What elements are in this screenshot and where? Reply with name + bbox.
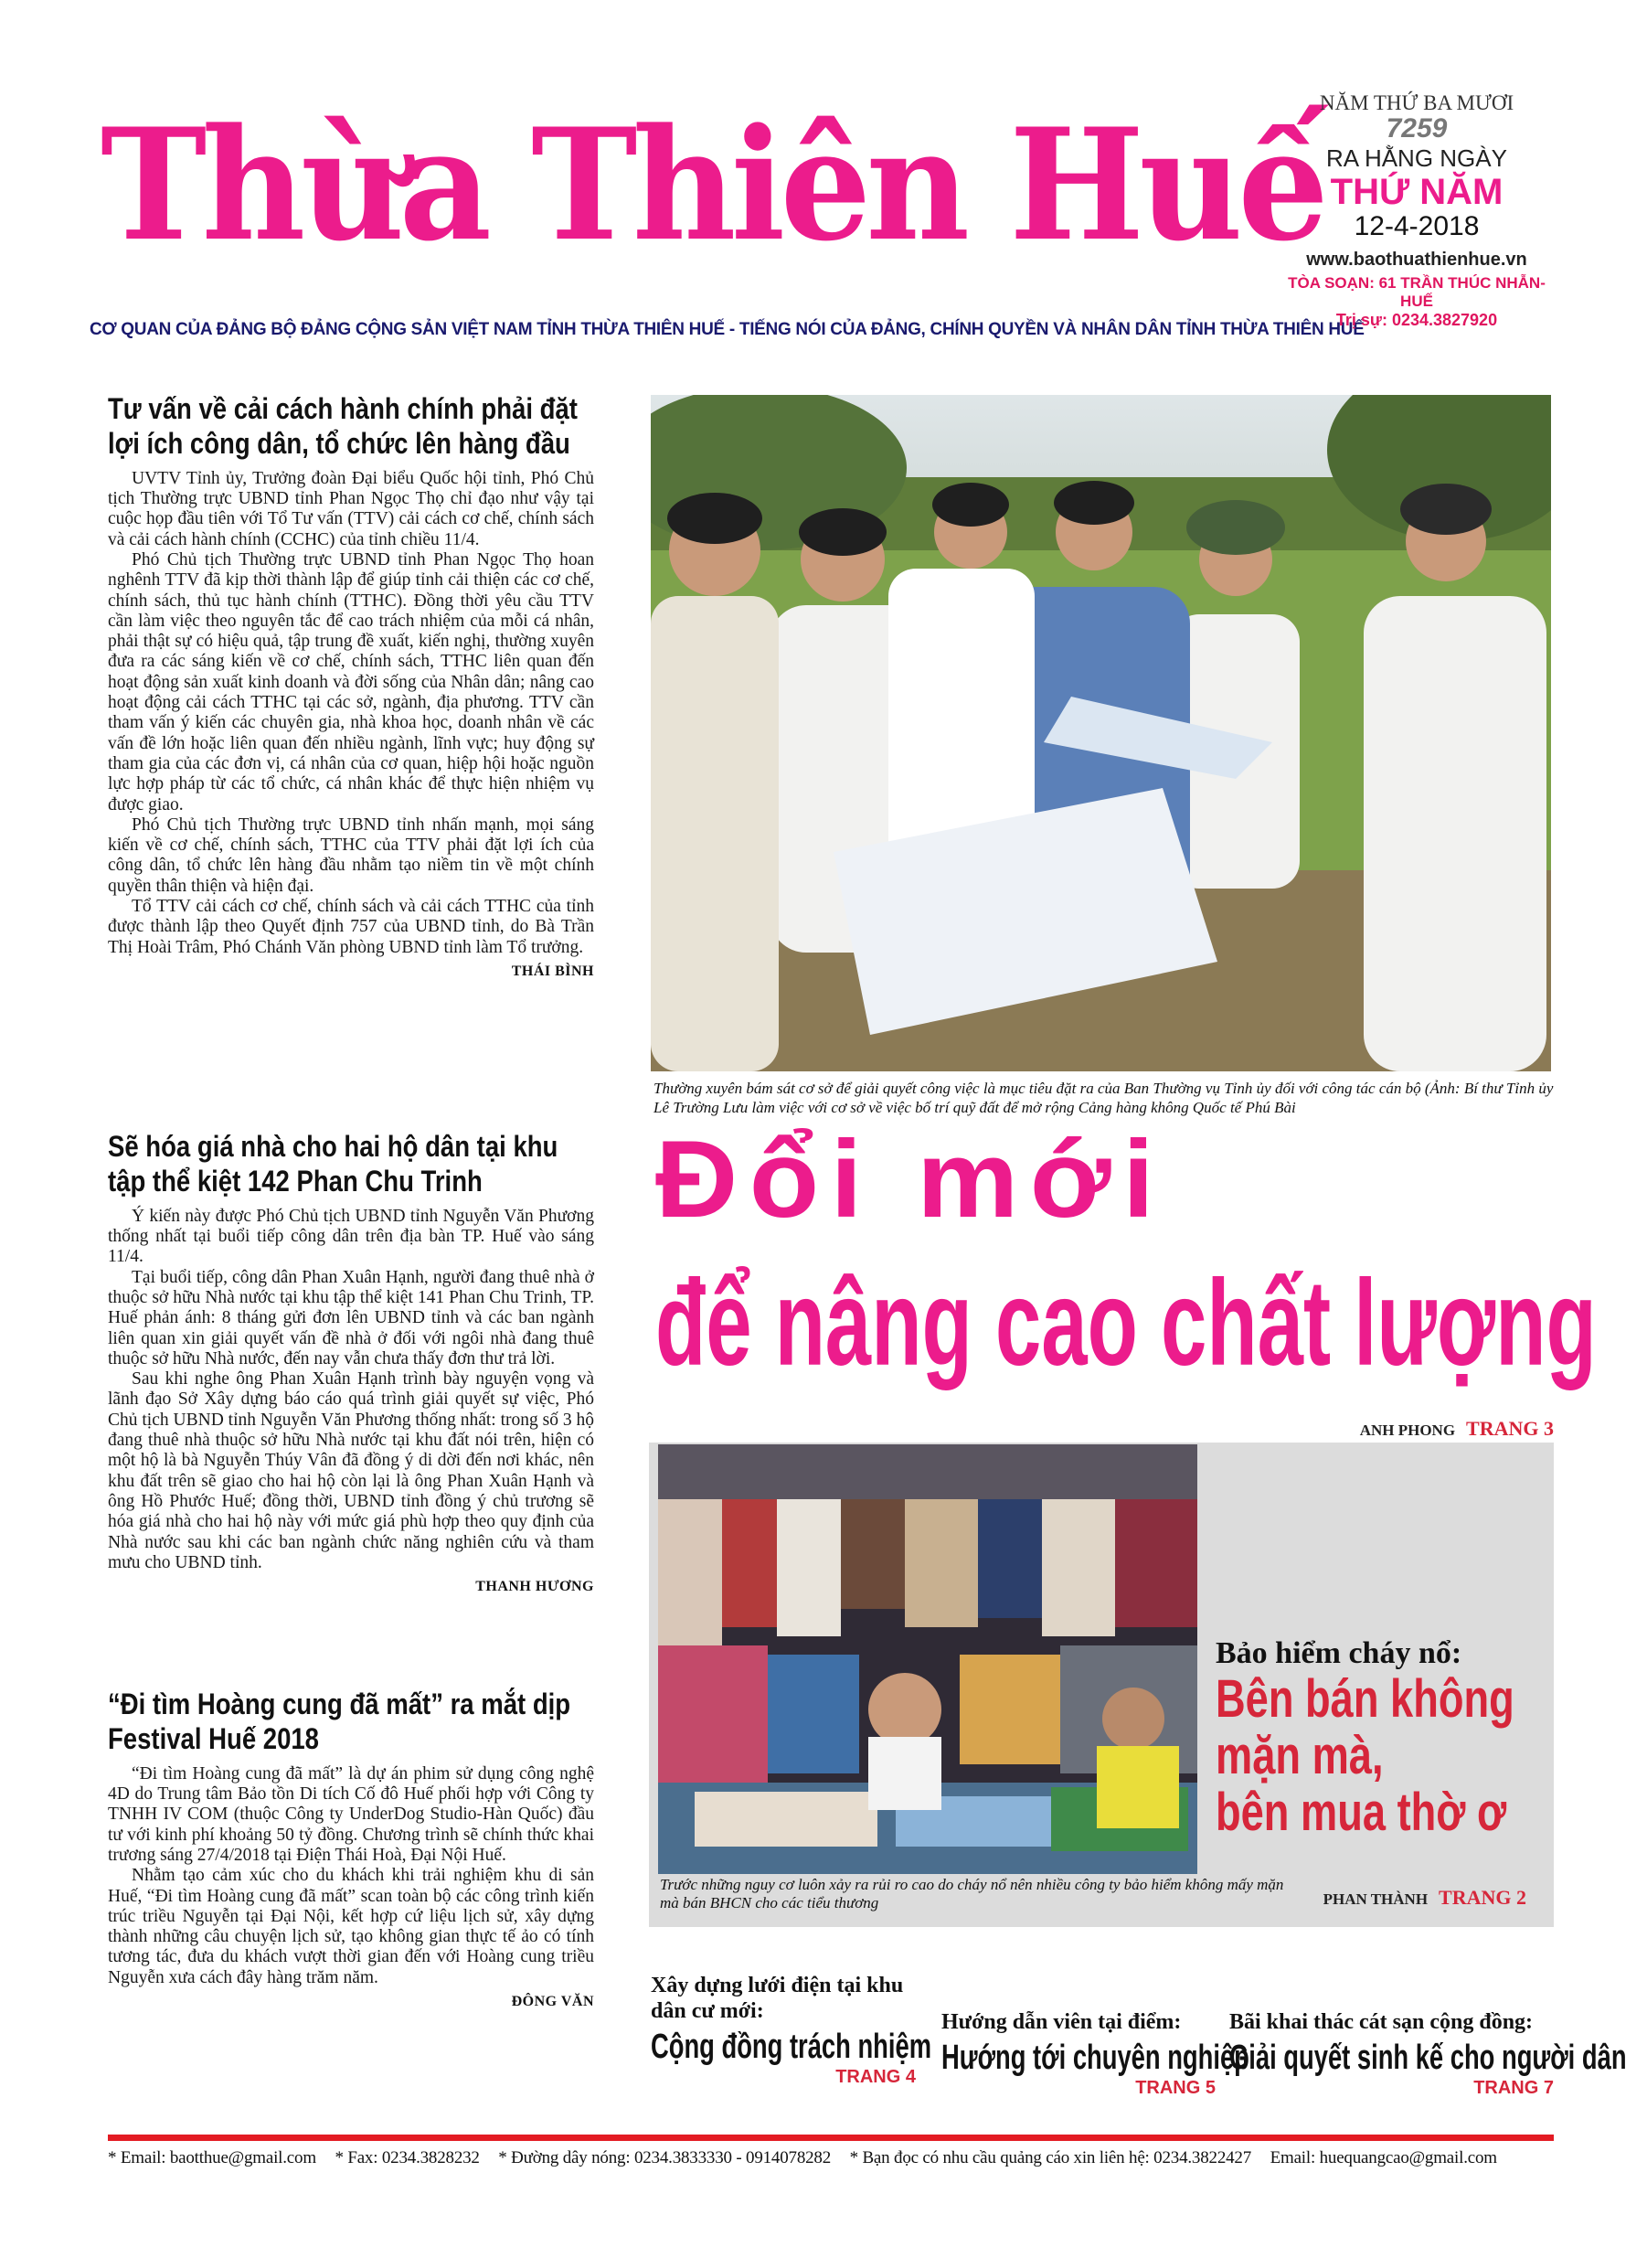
market-photo-caption: Trước những nguy cơ luôn xảy ra rủi ro cao do cháy nổ nên nhiều công ty bảo hiểm không mấy mặn mà bán BHCN cho các tiểu thương: [660, 1876, 1284, 1911]
tagline: CƠ QUAN CỦA ĐẢNG BỘ ĐẢNG CỘNG SẢN VIỆT NAM TỈNH THỪA THIÊN HUẾ - TIẾNG NÓI CỦA ĐẢNG, CHÍNH QUYỀN VÀ NHÂN DÂN TỈNH THỪA THIÊN HUẾ: [90, 320, 1365, 339]
article-title: “Đi tìm Hoàng cung đã mất” ra mắt dịp Festival Huế 2018: [108, 1688, 571, 1756]
teaser-kicker: Xây dựng lưới điện tại khu dân cư mới:: [651, 1974, 904, 2023]
website-link[interactable]: www.baothuathienhue.vn: [1306, 250, 1527, 270]
paragraph: Ý kiến này được Phó Chủ tịch UBND tỉnh Nguyễn Văn Phương thống nhất tại buổi tiếp công dân trên địa bàn TP. Huế vào sáng 11/4.: [108, 1206, 594, 1267]
teaser-page-link[interactable]: TRANG 7: [1473, 2078, 1554, 2098]
article-body: [108, 469, 594, 958]
teaser-page-link[interactable]: TRANG 5: [1135, 2078, 1216, 2098]
teaser-power-grid[interactable]: [651, 1973, 932, 2088]
insurance-page-link[interactable]: TRANG 2: [1439, 1886, 1526, 1909]
paragraph: Phó Chủ tịch Thường trực UBND tỉnh nhấn mạnh, mọi sáng kiến về cơ chế, chính sách, TTHC của TTV phải đặt lợi ích của công dân, tổ chức lên hàng đầu nhằm tạo niềm tin về một chính quyền thân thiện và hiện đại.: [108, 815, 594, 896]
paragraph: “Đi tìm Hoàng cung đã mất” là dự án phim sử dụng công nghệ 4D do Trung tâm Bảo tồn Di tích Cố đô Huế phối hợp với Công ty TNHH IV COM (thuộc Công ty UnderDog Studio-Hàn Quốc) đầu tư với kinh phí khoảng 50 tỷ đồng. Chương trình sẽ chính thức khai trương sáng 27/4/2018 tại Điện Thái Hoà, Đại Nội Huế.: [108, 1763, 594, 1865]
market-photo: [658, 1444, 1197, 1874]
paragraph: Tổ TTV cải cách cơ chế, chính sách và cải cách TTHC của tỉnh được thành lập theo Quyết định 757 của UBND tỉnh, do Bà Trần Thị Hoài Trâm, Phó Chánh Văn phòng UBND tỉnh làm Tổ trưởng.: [108, 897, 594, 957]
issue-number: 7259: [1386, 113, 1448, 144]
lead-page-link[interactable]: TRANG 3: [1466, 1417, 1554, 1440]
insurance-kicker: Bảo hiểm cháy nổ:: [1216, 1636, 1462, 1670]
lead-byline: [1298, 1417, 1554, 1441]
footer-ads-email[interactable]: Email: huequangcao@gmail.com: [1270, 2148, 1497, 2167]
article-byline: THANH HƯƠNG: [475, 1579, 594, 1595]
article-byline: ĐÔNG VĂN: [511, 1994, 594, 2010]
headline-line-2: để nâng cao chất lượng: [655, 1253, 1597, 1391]
footer-ads: * Bạn đọc có nhu cầu quảng cáo xin liên hệ: 0234.3822427: [849, 2148, 1252, 2167]
paragraph: Phó Chủ tịch Thường trực UBND tỉnh Phan Ngọc Thọ hoan nghênh TTV đã kịp thời thành lập để giúp tỉnh cải thiện các cơ chế, chính sách, thủ tục hành chính (TTHC). Đồng thời yêu cầu TTV cần làm việc theo nguyên tắc để cao trách nhiệm của mỗi cá nhân, phải thật sự có hiệu quả, tập trung đề xuất, kiến nghị, thường xuyên đưa ra các sáng kiến về cơ chế, chính sách, TTHC liên quan đến hoạt động sản xuất kinh doanh và đời sống của Nhân dân; nâng cao hoạt động cải cách TTHC tại các sở, ngành, địa phương. TTV cần tham vấn ý kiến các chuyên gia, nhà khoa học, doanh nhân về các vấn đề lớn hoặc liên quan đến nhiều ngành, lĩnh vực; huy động sự tham gia của các đơn vị, cá nhân của cơ quan, hiệp hội hoặc nguồn lực hợp pháp từ các tổ chức, cá nhân khác để thực hiện nhiệm vụ được giao.: [108, 549, 594, 815]
insurance-author: PHAN THÀNH: [1323, 1890, 1429, 1908]
newspaper-name: Thừa Thiên Huế: [101, 94, 1324, 275]
paragraph: Nhằm tạo cảm xúc cho du khách khi trải nghiệm khu di sản Huế, “Đi tìm Hoàng cung đã mất” scan toàn bộ các công trình kiến trúc triều Nguyễn tại Đại Nội, kết hợp cứ liệu lịch sử, xây dựng thành những câu chuyện lịch sử, tạo không gian thực tế ảo có tính tương tác, đưa du khách vượt thời gian đến với Hoàng cung triều Nguyễn xưa cách đây hàng trăm năm.: [108, 1866, 594, 1987]
insurance-headline-line: mặn mà,: [1216, 1726, 1384, 1785]
lead-headline[interactable]: [651, 1117, 1597, 1391]
insurance-headline-line: bên mua thờ ơ: [1216, 1783, 1507, 1842]
article-festival: [108, 1687, 594, 2010]
article-admin-reform: [108, 391, 594, 980]
insurance-story[interactable]: [1216, 1636, 1554, 1841]
teaser-kicker: Hướng dẫn viên tại điểm:: [941, 2010, 1182, 2034]
insurance-headline: [1216, 1671, 1558, 1841]
teaser-page-link[interactable]: TRANG 4: [835, 2067, 916, 2087]
lead-author: ANH PHONG: [1359, 1421, 1456, 1439]
teaser-sand-mining[interactable]: [1229, 2009, 1627, 2099]
article-body: [108, 1764, 594, 1988]
issue-date: 12-4-2018: [1354, 211, 1480, 241]
weekday: THỨ NĂM: [1330, 172, 1504, 212]
teaser-headline: Cộng đồng trách nhiệm: [651, 2028, 932, 2066]
office-phone: Trị sự: 0234.3827920: [1335, 311, 1498, 329]
paragraph: UVTV Tỉnh ủy, Trưởng đoàn Đại biểu Quốc hội tỉnh, Phó Chủ tịch Thường trực UBND tỉnh Phan Ngọc Thọ chỉ đạo như vậy tại cuộc họp đầu tiên với Tổ Tư vấn (TTV) cải cách cơ chế, chính sách và cải cách hành chính (CCHC) của tỉnh chiều 11/4.: [108, 468, 594, 549]
issue-info: [1275, 91, 1558, 330]
insurance-byline: [1216, 1886, 1526, 1910]
office-address: TÒA SOẠN: 61 TRẦN THÚC NHẪN-HUẾ: [1288, 274, 1546, 310]
paragraph: Sau khi nghe ông Phan Xuân Hạnh trình bày nguyện vọng và lãnh đạo Sở Xây dựng báo cáo quá trình giải quyết sự việc, Phó Chủ tịch UBND tỉnh Nguyễn Văn Phương thống nhất: trong số 3 hộ đang thuê nhà thuộc sở hữu Nhà nước tại khu đất nói trên, hiện có một hộ là bà Nguyễn Thúy Vân đã đồng ý di dời đến nơi khác, nên khu đất trên sẽ giao cho hai hộ còn lại là ông Phan Xuân Hạnh và ông Hồ Phước Huế; đồng thời, UBND tỉnh đồng ý chủ trương sẽ hóa giá nhà cho hai hộ này với mức giá phù hợp theo quy định của Nhà nước sau khi các ban ngành chức năng nghiên cứu và tham mưu cho UBND tỉnh.: [108, 1369, 594, 1572]
clothing-stall-photo: [658, 1444, 1197, 1874]
footer-hotline: * Đường dây nóng: 0234.3833330 - 0914078282: [498, 2148, 832, 2167]
lead-photo-caption: Thường xuyên bám sát cơ sở để giải quyết công việc là mục tiêu đặt ra của Ban Thường vụ Tỉnh ủy đối với công tác cán bộ (Ảnh: Bí thư Tỉnh ủy Lê Trường Lưu làm việc với cơ sở về việc bố trí quỹ đất để mở rộng Cảng hàng không Quốc tế Phú Bài: [653, 1080, 1554, 1116]
lead-photo: [651, 395, 1551, 1071]
article-byline: THÁI BÌNH: [511, 963, 594, 979]
article-body: [108, 1207, 594, 1573]
footer-email[interactable]: * Email: baotthue@gmail.com: [108, 2148, 316, 2167]
footer-divider: [108, 2135, 1554, 2141]
footer: [108, 2148, 1570, 2168]
frequency: RA HẰNG NGÀY: [1326, 144, 1507, 172]
teaser-tour-guide[interactable]: [941, 2009, 1249, 2099]
article-title: Tư vấn về cải cách hành chính phải đặt lợi ích công dân, tổ chức lên hàng đầu: [108, 392, 578, 461]
footer-fax: * Fax: 0234.3828232: [335, 2148, 480, 2167]
teaser-headline: Giải quyết sinh kế cho người dân: [1229, 2039, 1627, 2077]
masthead: [101, 94, 1324, 318]
headline-line-1: Đổi mới: [655, 1117, 1166, 1241]
teaser-headline: Hướng tới chuyên nghiệp: [941, 2039, 1249, 2077]
article-title: Sẽ hóa giá nhà cho hai hộ dân tại khu tập thể kiệt 142 Phan Chu Trinh: [108, 1130, 558, 1198]
year-label: NĂM THỨ BA MƯƠI: [1319, 91, 1514, 114]
field-meeting-photo: [651, 395, 1551, 1071]
paragraph: Tại buổi tiếp, công dân Phan Xuân Hạnh, người đang thuê nhà ở thuộc sở hữu Nhà nước tại khu tập thể kiệt 141 Phan Chu Trinh, TP. Huế phản ánh: 8 tháng gửi đơn lên UBND tỉnh và các ban ngành liên quan xin giải quyết vấn đề nhà ở đối với ngôi nhà đang thuê thuộc sở hữu Nhà nước, đến nay vẫn chưa thấy đơn thư trả lời.: [108, 1267, 594, 1368]
article-housing: [108, 1129, 594, 1595]
insurance-headline-line: Bên bán không: [1216, 1669, 1514, 1729]
teaser-kicker: Bãi khai thác cát sạn cộng đồng:: [1229, 2010, 1534, 2034]
